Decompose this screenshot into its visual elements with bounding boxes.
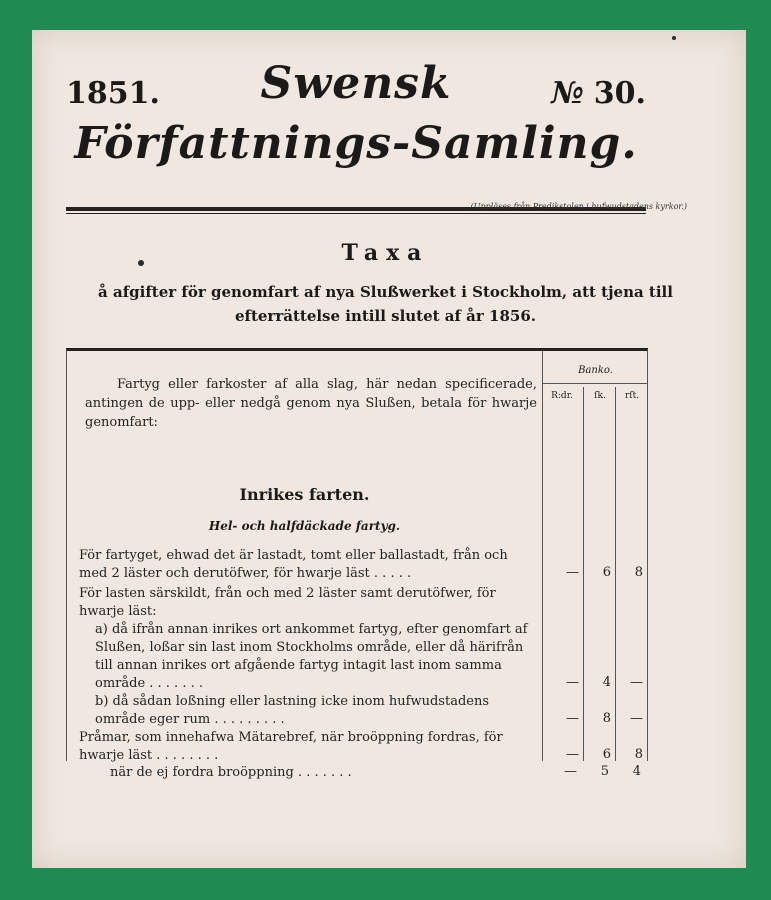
fee-table xyxy=(66,348,648,761)
column-header-rst: rſt. xyxy=(624,391,640,401)
number-value: 30. xyxy=(593,76,646,111)
issue-number xyxy=(551,76,646,111)
column-header-sk: ſk. xyxy=(594,391,606,401)
issue-year: 1851. xyxy=(66,76,160,111)
value-rdr: — xyxy=(564,764,577,779)
subsection-heading: Hel- och halfdäckade fartyg. xyxy=(208,519,401,533)
value-sk: 5 xyxy=(600,764,609,779)
table-intro: Fartyg eller farkoster af alla slag, här nedan specificerade, antingen de upp- eller nedgå genom nya Slußen, betala för hwarje genomfart: xyxy=(85,377,537,430)
masthead-rule-thin xyxy=(66,213,646,214)
table-row: a) då ifrån annan inrikes ort ankommet fartyg, efter genomfart af Slußen, loßar sin last inom Stockholms område, eller då härifrån till annan inrikes ort afgående fartyg intagit last inom samma område . . . . . . . xyxy=(95,622,528,691)
document-subtitle: å afgifter för genomfart af nya Slußwerket i Stockholm, att tjena till efterrättelse intill slutet af år 1856. xyxy=(98,283,673,325)
section-heading: Inrikes farten. xyxy=(239,485,370,504)
document-heading: Taxa xyxy=(341,240,430,266)
column-header-rdr: R:dr. xyxy=(551,391,573,401)
table-row: b) då sådan loßning eller lastning icke inom hufwudstadens område eger rum . . . . . . . . . xyxy=(95,694,490,727)
reading-notice: (Uppläses från Predikstolen i hufwudstadens kyrkor.) xyxy=(470,202,687,211)
banko-columns xyxy=(542,351,648,761)
banko-header: Banko. xyxy=(578,365,613,376)
value-rdr: — xyxy=(566,565,579,580)
column-divider xyxy=(583,387,584,761)
table-row: när de ej fordra broöppning . . . . . . . xyxy=(110,765,352,780)
value-sk: 4 xyxy=(602,675,611,690)
punch-hole xyxy=(672,36,676,40)
value-rst: 8 xyxy=(634,565,643,580)
value-sk: 6 xyxy=(602,565,611,580)
value-rst: 8 xyxy=(634,747,643,762)
value-rdr: — xyxy=(566,711,579,726)
value-sk: 8 xyxy=(602,711,611,726)
table-row: För fartyget, ehwad det är lastadt, tomt eller ballastadt, från och med 2 läster och derutöfwer, för hwarje läst . . . . . xyxy=(79,548,508,581)
table-row: Pråmar, som innehafwa Mätarebref, när broöppning fordras, för hwarje läst . . . . . . . . xyxy=(79,730,503,763)
table-row: För lasten särskildt, från och med 2 läster samt derutöfwer, för hwarje läst: xyxy=(79,586,496,619)
banko-divider xyxy=(543,383,648,384)
title-line-1: Swensk xyxy=(260,58,452,109)
value-rdr: — xyxy=(566,747,579,762)
value-rst: — xyxy=(630,675,643,690)
number-sign: № xyxy=(551,76,584,111)
masthead xyxy=(66,46,646,176)
value-sk: 6 xyxy=(602,747,611,762)
value-rst: — xyxy=(630,711,643,726)
value-rst: 4 xyxy=(632,764,641,779)
title-line-2: Författnings-Samling. xyxy=(74,118,638,169)
column-divider xyxy=(615,387,616,761)
value-rdr: — xyxy=(566,675,579,690)
